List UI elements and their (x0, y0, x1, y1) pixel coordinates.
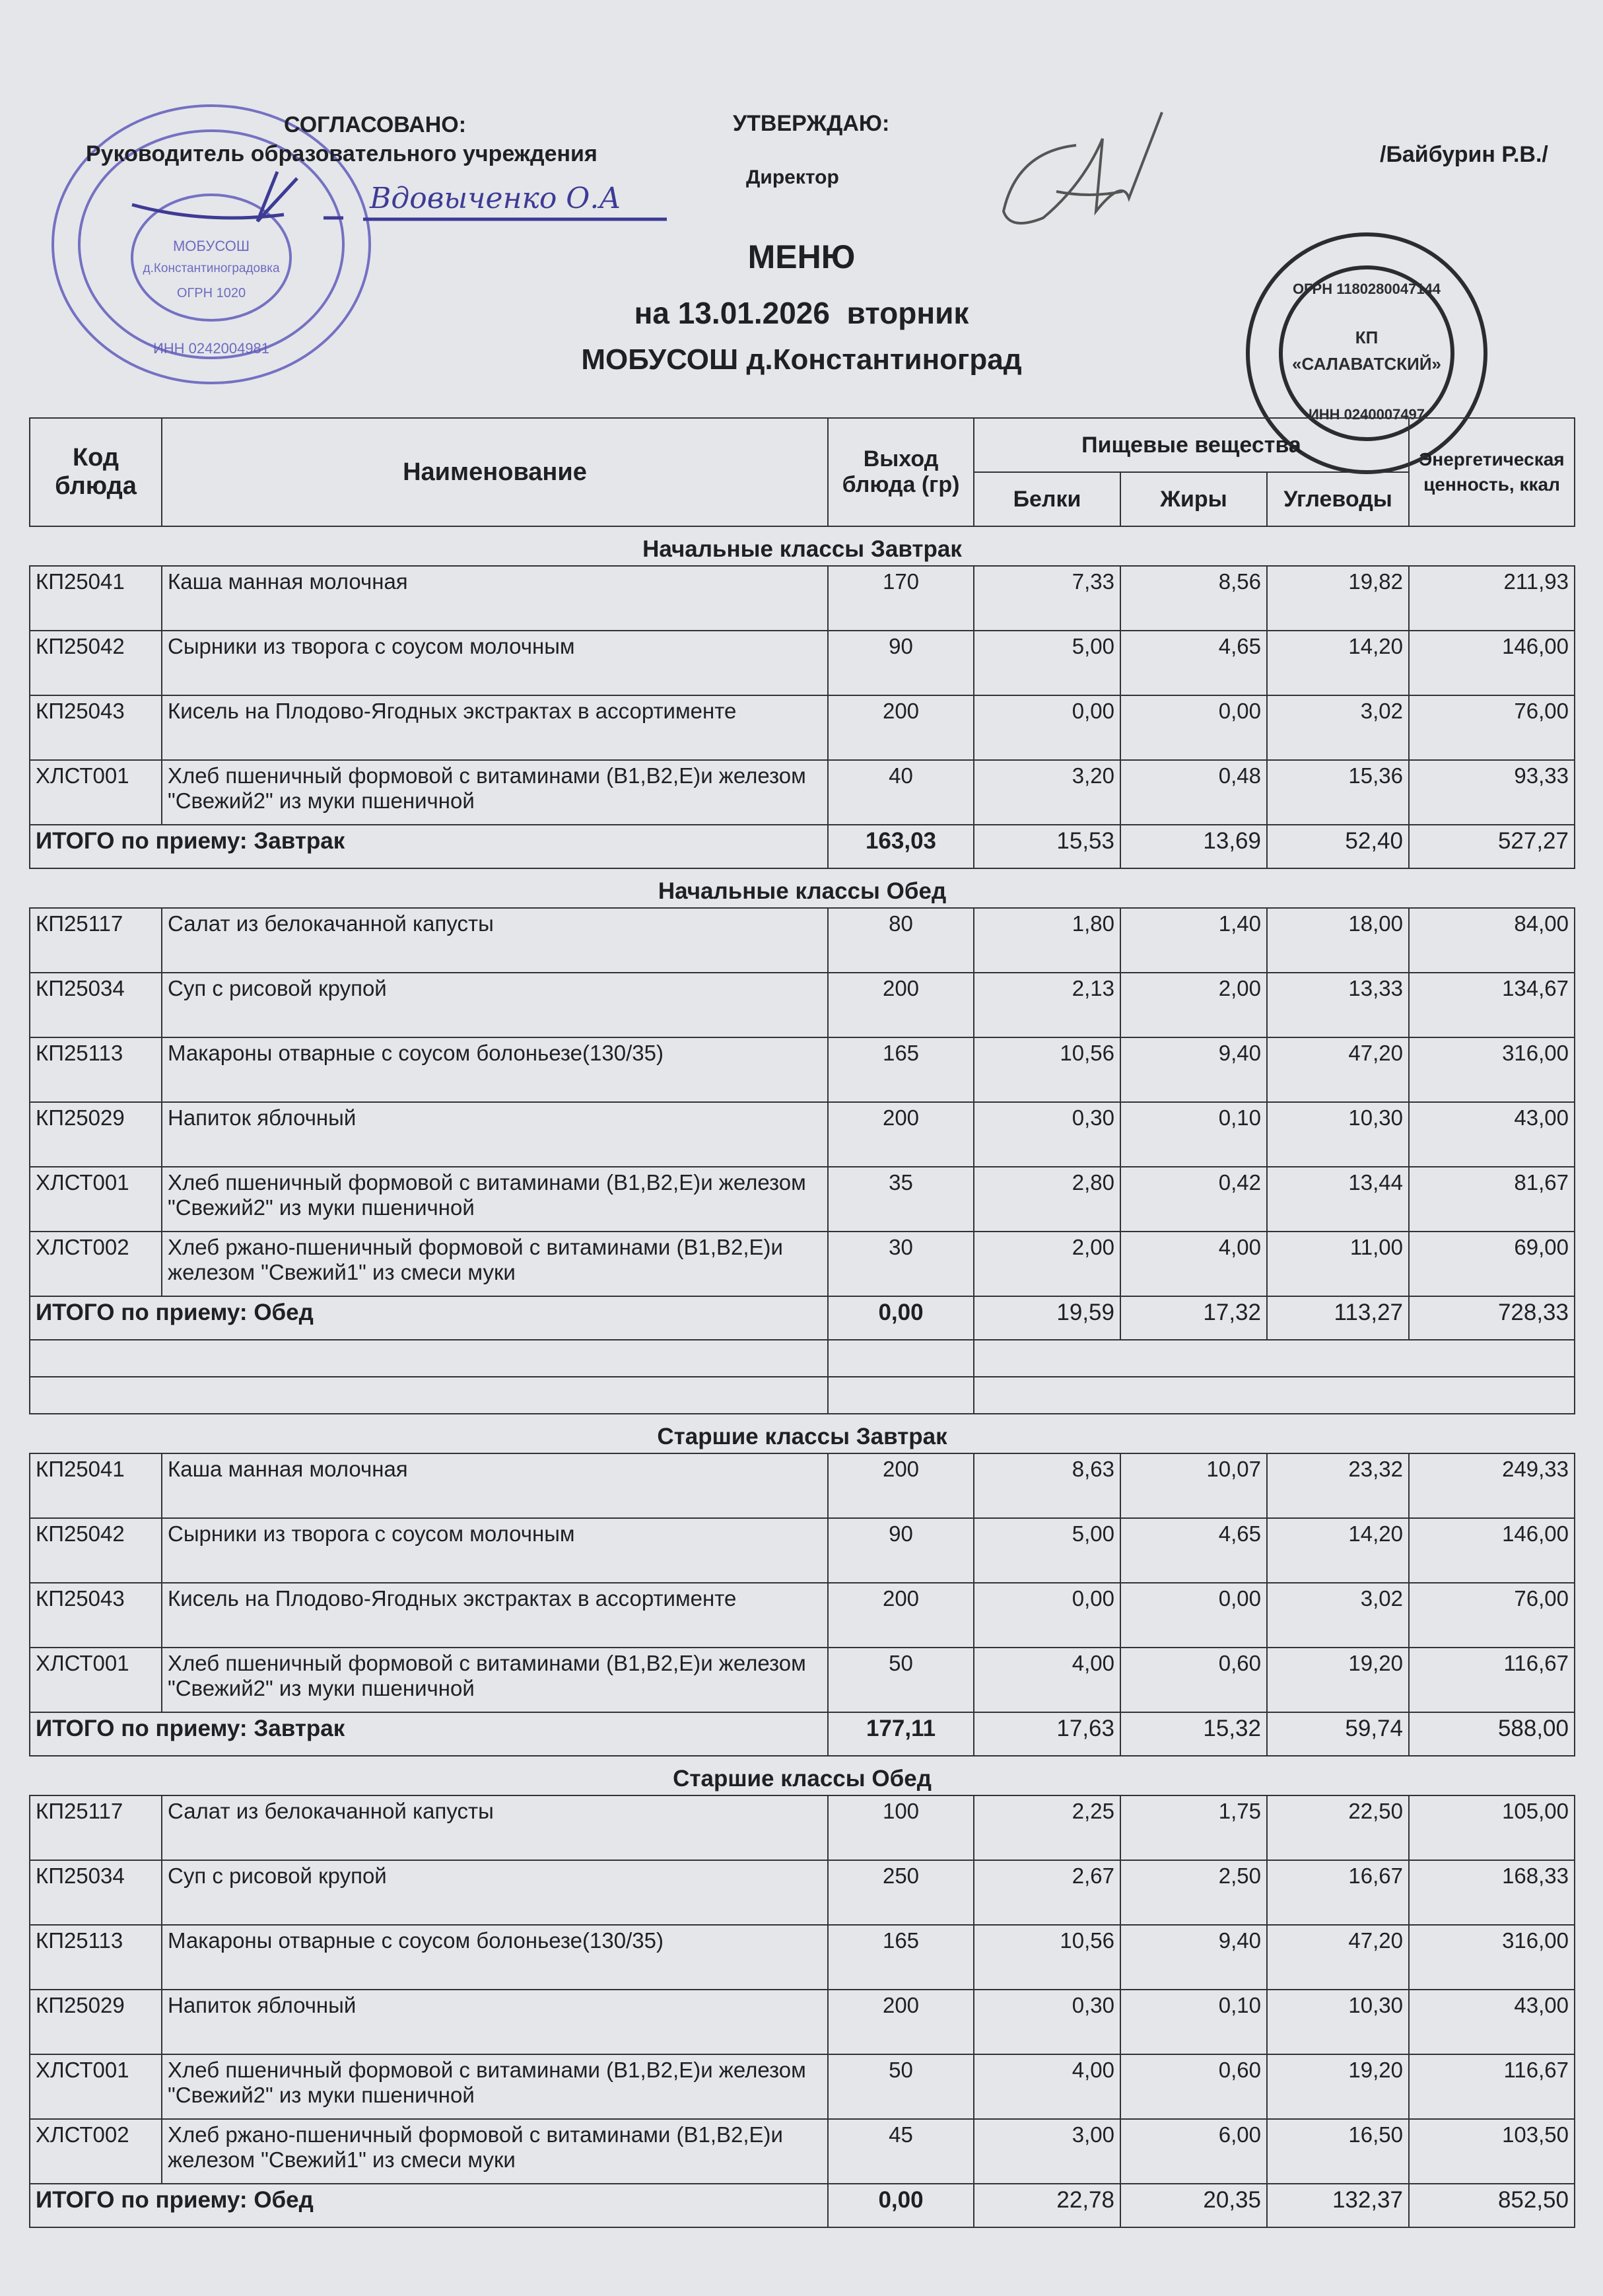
total-energy: 527,27 (1409, 825, 1575, 868)
table-row (30, 1232, 1575, 1296)
empty-cell (30, 1340, 828, 1377)
dish-output: 50 (828, 1648, 974, 1712)
dish-code: ХЛСТ001 (30, 2054, 162, 2119)
total-carbs: 59,74 (1267, 1712, 1409, 1756)
dish-fat: 0,10 (1120, 1990, 1267, 2054)
agreed-label: СОГЛАСОВАНО: (284, 112, 467, 137)
dish-name: Суп с рисовой крупой (162, 1860, 828, 1925)
total-output: 177,11 (828, 1712, 974, 1756)
table-row (30, 1102, 1575, 1167)
dish-name: Напиток яблочный (162, 1990, 828, 2054)
table-row (30, 1518, 1575, 1583)
section-header-row (30, 868, 1575, 908)
school-name: МОБУСОШ д.Константиноград (581, 343, 1022, 376)
dish-name: Кисель на Плодово-Ягодных экстрактах в ассортименте (162, 695, 828, 760)
empty-cell (828, 1377, 974, 1414)
approve-role: Директор (746, 166, 839, 188)
dish-output: 40 (828, 760, 974, 825)
section-title: Начальные классы Обед (658, 878, 947, 904)
dish-name: Хлеб пшеничный формовой с витаминами (В1,В2,Е)и железом "Свежий2" из муки пшеничной (162, 1648, 828, 1712)
total-row (30, 1712, 1575, 1756)
dish-name: Макароны отварные с соусом болоньезе(130/35) (162, 1925, 828, 1990)
dish-name: Кисель на Плодово-Ягодных экстрактах в ассортименте (162, 1583, 828, 1648)
menu-body (30, 526, 1575, 2227)
dish-fat: 0,42 (1120, 1167, 1267, 1232)
dish-fat: 6,00 (1120, 2119, 1267, 2184)
dish-carbs: 15,36 (1267, 760, 1409, 825)
dish-energy: 134,67 (1409, 973, 1575, 1037)
dish-output: 165 (828, 1925, 974, 1990)
dish-fat: 0,00 (1120, 695, 1267, 760)
total-energy: 852,50 (1409, 2184, 1575, 2227)
table-row (30, 760, 1575, 825)
total-fat: 15,32 (1120, 1712, 1267, 1756)
section-title: Начальные классы Завтрак (642, 536, 962, 562)
dish-fat: 0,60 (1120, 1648, 1267, 1712)
dish-code: КП25043 (30, 1583, 162, 1648)
dish-fat: 9,40 (1120, 1925, 1267, 1990)
dish-protein: 5,00 (974, 631, 1120, 695)
total-row (30, 2184, 1575, 2227)
dish-code: ХЛСТ001 (30, 760, 162, 825)
table-row (30, 1453, 1575, 1518)
dish-energy: 249,33 (1409, 1453, 1575, 1518)
dish-carbs: 47,20 (1267, 1037, 1409, 1102)
dish-output: 200 (828, 1102, 974, 1167)
table-row (30, 2054, 1575, 2119)
total-output: 163,03 (828, 825, 974, 868)
dish-output: 165 (828, 1037, 974, 1102)
dish-carbs: 3,02 (1267, 1583, 1409, 1648)
header-energy: Энергетическая ценность, ккал (1409, 418, 1575, 526)
svg-text:ИНН 0242004981: ИНН 0242004981 (153, 340, 270, 357)
dish-fat: 4,00 (1120, 1232, 1267, 1296)
header-fat: Жиры (1120, 472, 1267, 526)
dish-carbs: 16,50 (1267, 2119, 1409, 2184)
dish-name: Напиток яблочный (162, 1102, 828, 1167)
dish-carbs: 10,30 (1267, 1990, 1409, 2054)
dish-carbs: 22,50 (1267, 1795, 1409, 1860)
header-output: Выход блюда (гр) (828, 418, 974, 526)
dish-code: ХЛСТ001 (30, 1648, 162, 1712)
dish-code: КП25034 (30, 1860, 162, 1925)
total-fat: 13,69 (1120, 825, 1267, 868)
dish-output: 50 (828, 2054, 974, 2119)
table-row (30, 566, 1575, 631)
dish-output: 35 (828, 1167, 974, 1232)
dish-output: 80 (828, 908, 974, 973)
dish-protein: 1,80 (974, 908, 1120, 973)
dish-protein: 3,00 (974, 2119, 1120, 2184)
table-row (30, 1167, 1575, 1232)
section-title: Старшие классы Обед (673, 1766, 932, 1792)
total-row (30, 1296, 1575, 1340)
dish-carbs: 3,02 (1267, 695, 1409, 760)
dish-energy: 146,00 (1409, 631, 1575, 695)
total-label: ИТОГО по приему: Завтрак (30, 1712, 828, 1756)
dish-carbs: 14,20 (1267, 1518, 1409, 1583)
dish-energy: 81,67 (1409, 1167, 1575, 1232)
dish-output: 200 (828, 1583, 974, 1648)
menu-date: на 13.01.2026 вторник (634, 296, 969, 330)
table-row (30, 908, 1575, 973)
table-row (30, 1583, 1575, 1648)
dish-protein: 2,25 (974, 1795, 1120, 1860)
section-header-row (30, 1414, 1575, 1453)
agreed-role: Руководитель образовательного учреждения (86, 141, 597, 166)
total-carbs: 113,27 (1267, 1296, 1409, 1340)
dish-fat: 2,50 (1120, 1860, 1267, 1925)
dish-carbs: 13,33 (1267, 973, 1409, 1037)
dish-energy: 105,00 (1409, 1795, 1575, 1860)
dish-carbs: 47,20 (1267, 1925, 1409, 1990)
approve-name: /Байбурин Р.В./ (1380, 142, 1548, 167)
dish-output: 90 (828, 631, 974, 695)
empty-row (30, 1340, 1575, 1377)
section-header-row (30, 1756, 1575, 1795)
dish-energy: 69,00 (1409, 1232, 1575, 1296)
dish-carbs: 23,32 (1267, 1453, 1409, 1518)
dish-energy: 43,00 (1409, 1102, 1575, 1167)
dish-code: КП25041 (30, 1453, 162, 1518)
dish-name: Суп с рисовой крупой (162, 973, 828, 1037)
table-row (30, 1860, 1575, 1925)
total-label: ИТОГО по приему: Завтрак (30, 825, 828, 868)
dish-fat: 9,40 (1120, 1037, 1267, 1102)
dish-code: КП25043 (30, 695, 162, 760)
dish-code: ХЛСТ002 (30, 1232, 162, 1296)
dish-energy: 76,00 (1409, 695, 1575, 760)
dish-output: 200 (828, 695, 974, 760)
dish-code: КП25042 (30, 1518, 162, 1583)
dish-protein: 2,80 (974, 1167, 1120, 1232)
total-label: ИТОГО по приему: Обед (30, 2184, 828, 2227)
dish-code: КП25117 (30, 908, 162, 973)
dish-carbs: 19,20 (1267, 1648, 1409, 1712)
total-row (30, 825, 1575, 868)
empty-cell (974, 1340, 1575, 1377)
header-name: Наименование (162, 418, 828, 526)
dish-protein: 8,63 (974, 1453, 1120, 1518)
dish-fat: 10,07 (1120, 1453, 1267, 1518)
dish-protein: 3,20 (974, 760, 1120, 825)
header-nutrients: Пищевые вещества (974, 418, 1409, 472)
menu-title: МЕНЮ (747, 238, 856, 275)
dish-carbs: 10,30 (1267, 1102, 1409, 1167)
dish-fat: 0,60 (1120, 2054, 1267, 2119)
header-carbs: Углеводы (1267, 472, 1409, 526)
dish-energy: 43,00 (1409, 1990, 1575, 2054)
svg-text:«САЛАВАТСКИЙ»: «САЛАВАТСКИЙ» (1291, 354, 1442, 374)
dish-protein: 0,30 (974, 1990, 1120, 2054)
total-protein: 19,59 (974, 1296, 1120, 1340)
svg-text:ИНН 0240007497: ИНН 0240007497 (1308, 406, 1425, 423)
table-row (30, 695, 1575, 760)
dish-fat: 8,56 (1120, 566, 1267, 631)
director-signature (990, 99, 1188, 238)
dish-code: ХЛСТ002 (30, 2119, 162, 2184)
dish-fat: 1,40 (1120, 908, 1267, 973)
dish-code: ХЛСТ001 (30, 1167, 162, 1232)
dish-output: 90 (828, 1518, 974, 1583)
dish-protein: 2,00 (974, 1232, 1120, 1296)
total-energy: 588,00 (1409, 1712, 1575, 1756)
dish-output: 200 (828, 1453, 974, 1518)
total-energy: 728,33 (1409, 1296, 1575, 1340)
dish-carbs: 14,20 (1267, 631, 1409, 695)
table-row (30, 1795, 1575, 1860)
empty-cell (974, 1377, 1575, 1414)
dish-protein: 2,13 (974, 973, 1120, 1037)
dish-carbs: 19,82 (1267, 566, 1409, 631)
dish-name: Хлеб пшеничный формовой с витаминами (В1,В2,Е)и железом "Свежий2" из муки пшеничной (162, 760, 828, 825)
svg-text:ОГРН 1180280047144: ОГРН 1180280047144 (1292, 281, 1441, 297)
table-row (30, 1648, 1575, 1712)
dish-fat: 4,65 (1120, 1518, 1267, 1583)
dish-protein: 0,00 (974, 695, 1120, 760)
svg-text:МОБУСОШ: МОБУСОШ (172, 238, 250, 254)
dish-protein: 5,00 (974, 1518, 1120, 1583)
dish-protein: 10,56 (974, 1925, 1120, 1990)
dish-carbs: 16,67 (1267, 1860, 1409, 1925)
total-carbs: 132,37 (1267, 2184, 1409, 2227)
dish-protein: 0,30 (974, 1102, 1120, 1167)
dish-protein: 0,00 (974, 1583, 1120, 1648)
dish-carbs: 11,00 (1267, 1232, 1409, 1296)
dish-energy: 146,00 (1409, 1518, 1575, 1583)
dish-code: КП25113 (30, 1037, 162, 1102)
dish-energy: 76,00 (1409, 1583, 1575, 1648)
svg-text:КП: КП (1355, 328, 1379, 347)
total-output: 0,00 (828, 2184, 974, 2227)
dish-energy: 103,50 (1409, 2119, 1575, 2184)
dish-carbs: 13,44 (1267, 1167, 1409, 1232)
agreed-signature-name: Вдовыченко О.А (370, 182, 621, 215)
table-row (30, 1925, 1575, 1990)
dish-code: КП25042 (30, 631, 162, 695)
empty-cell (828, 1340, 974, 1377)
dish-output: 45 (828, 2119, 974, 2184)
dish-output: 100 (828, 1795, 974, 1860)
dish-energy: 316,00 (1409, 1037, 1575, 1102)
table-row (30, 631, 1575, 695)
dish-output: 200 (828, 973, 974, 1037)
header-code: Код блюда (30, 418, 162, 526)
dish-name: Хлеб ржано-пшеничный формовой с витаминами (В1,В2,Е)и железом "Свежий1" из смеси муки (162, 1232, 828, 1296)
svg-text:ОГРН 1020: ОГРН 1020 (176, 286, 246, 300)
empty-row (30, 1377, 1575, 1414)
dish-output: 30 (828, 1232, 974, 1296)
dish-energy: 116,67 (1409, 1648, 1575, 1712)
dish-fat: 4,65 (1120, 631, 1267, 695)
total-output: 0,00 (828, 1296, 974, 1340)
dish-output: 250 (828, 1860, 974, 1925)
total-carbs: 52,40 (1267, 825, 1409, 868)
menu-table (29, 417, 1575, 2228)
dish-protein: 4,00 (974, 2054, 1120, 2119)
dish-name: Хлеб пшеничный формовой с витаминами (В1,В2,Е)и железом "Свежий2" из муки пшеничной (162, 2054, 828, 2119)
table-row (30, 1990, 1575, 2054)
dish-name: Сырники из творога с соусом молочным (162, 1518, 828, 1583)
header-protein: Белки (974, 472, 1120, 526)
dish-name: Хлеб ржано-пшеничный формовой с витаминами (В1,В2,Е)и железом "Свежий1" из смеси муки (162, 2119, 828, 2184)
approve-label: УТВЕРЖДАЮ: (733, 111, 890, 136)
total-protein: 15,53 (974, 825, 1120, 868)
dish-energy: 116,67 (1409, 2054, 1575, 2119)
dish-carbs: 18,00 (1267, 908, 1409, 973)
total-protein: 17,63 (974, 1712, 1120, 1756)
table-row (30, 1037, 1575, 1102)
dish-fat: 0,10 (1120, 1102, 1267, 1167)
dish-name: Сырники из творога с соусом молочным (162, 631, 828, 695)
dish-name: Салат из белокачанной капусты (162, 1795, 828, 1860)
total-fat: 17,32 (1120, 1296, 1267, 1340)
dish-energy: 93,33 (1409, 760, 1575, 825)
empty-cell (30, 1377, 828, 1414)
dish-name: Каша манная молочная (162, 566, 828, 631)
total-label: ИТОГО по приему: Обед (30, 1296, 828, 1340)
total-fat: 20,35 (1120, 2184, 1267, 2227)
dish-output: 200 (828, 1990, 974, 2054)
dish-fat: 0,48 (1120, 760, 1267, 825)
dish-fat: 2,00 (1120, 973, 1267, 1037)
dish-protein: 7,33 (974, 566, 1120, 631)
dish-code: КП25029 (30, 1102, 162, 1167)
table-row (30, 2119, 1575, 2184)
svg-text:д.Константиноградовка: д.Константиноградовка (143, 261, 280, 275)
dish-code: КП25117 (30, 1795, 162, 1860)
dish-name: Хлеб пшеничный формовой с витаминами (В1,В2,Е)и железом "Свежий2" из муки пшеничной (162, 1167, 828, 1232)
dish-energy: 168,33 (1409, 1860, 1575, 1925)
dish-name: Салат из белокачанной капусты (162, 908, 828, 973)
dish-energy: 316,00 (1409, 1925, 1575, 1990)
dish-fat: 1,75 (1120, 1795, 1267, 1860)
dish-protein: 4,00 (974, 1648, 1120, 1712)
dish-code: КП25113 (30, 1925, 162, 1990)
dish-fat: 0,00 (1120, 1583, 1267, 1648)
dish-protein: 10,56 (974, 1037, 1120, 1102)
dish-code: КП25029 (30, 1990, 162, 2054)
dish-name: Каша манная молочная (162, 1453, 828, 1518)
dish-energy: 84,00 (1409, 908, 1575, 973)
total-protein: 22,78 (974, 2184, 1120, 2227)
dish-output: 170 (828, 566, 974, 631)
section-header-row (30, 526, 1575, 566)
dish-carbs: 19,20 (1267, 2054, 1409, 2119)
dish-code: КП25041 (30, 566, 162, 631)
dish-code: КП25034 (30, 973, 162, 1037)
table-row (30, 973, 1575, 1037)
section-title: Старшие классы Завтрак (657, 1424, 947, 1449)
dish-name: Макароны отварные с соусом болоньезе(130/35) (162, 1037, 828, 1102)
dish-protein: 2,67 (974, 1860, 1120, 1925)
dish-energy: 211,93 (1409, 566, 1575, 631)
